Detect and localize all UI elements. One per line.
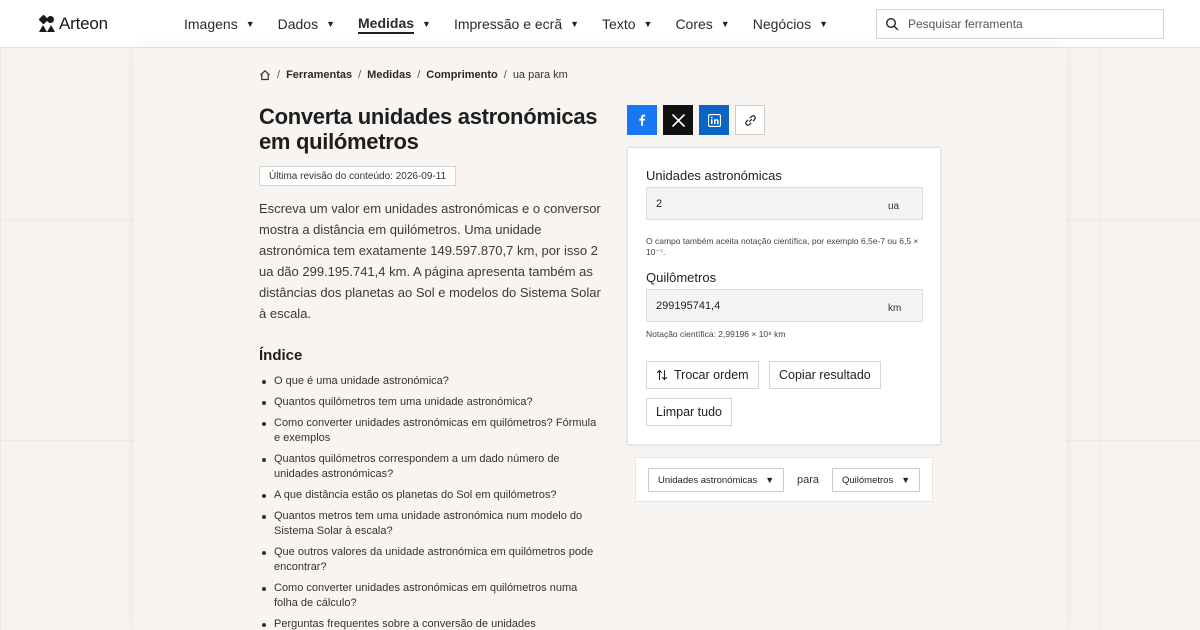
top-bar	[0, 0, 1200, 48]
breadcrumb-separator: /	[358, 69, 362, 81]
logo-icon	[39, 16, 55, 32]
caret-down-icon: ▼	[819, 19, 829, 29]
caret-down-icon: ▼	[326, 19, 336, 29]
caret-down-icon: ▼	[422, 19, 431, 29]
from-unit-value: Unidades astronómicas	[658, 474, 758, 486]
swap-button[interactable]	[646, 361, 759, 389]
toc-item[interactable]: Quantos quilómetros correspondem a um dado número de unidades astronómicas?	[274, 452, 604, 482]
copy-result-button[interactable]	[769, 361, 881, 389]
toc-item[interactable]: Quantos quilómetros tem uma unidade astronómica?	[274, 395, 604, 410]
clear-all-button[interactable]	[646, 398, 732, 426]
toc-item[interactable]: A que distância estão os planetas do Sol em quilómetros?	[274, 488, 604, 503]
main-nav	[184, 0, 851, 48]
unit-selector-bar	[635, 457, 933, 502]
toc-item[interactable]: Como converter unidades astronómicas em quilómetros? Fórmula e exemplos	[274, 416, 604, 446]
breadcrumb-current: ua para km	[512, 69, 568, 81]
breadcrumb-comprimento[interactable]: Comprimento	[426, 69, 498, 81]
share-linkedin-button[interactable]	[699, 105, 729, 135]
nav-item-negocios[interactable]	[753, 10, 828, 38]
share-x-button[interactable]	[663, 105, 693, 135]
caret-down-icon: ▼	[643, 19, 653, 29]
x-icon	[672, 114, 685, 127]
nav-item-impressao[interactable]	[454, 10, 579, 38]
toc-item[interactable]: Quantos metros tem uma unidade astronómica num modelo do Sistema Solar à escala?	[274, 509, 604, 539]
breadcrumb-medidas[interactable]: Medidas	[367, 69, 412, 81]
connector-text: para	[797, 474, 820, 486]
output-hint: Notação científica: 2,99196 × 10⁸ km	[646, 329, 786, 339]
toc-item[interactable]: Como converter unidades astronómicas em quilómetros numa folha de cálculo?	[274, 581, 604, 611]
linkedin-icon	[708, 114, 721, 127]
km-output-unit: km	[888, 303, 902, 314]
swap-label: Trocar ordem	[674, 368, 749, 382]
share-facebook-button[interactable]	[627, 105, 657, 135]
facebook-icon	[635, 113, 649, 127]
caret-down-icon: ▼	[765, 475, 775, 485]
home-icon[interactable]	[259, 69, 271, 81]
nav-item-medidas[interactable]	[358, 9, 431, 40]
input-hint: O campo também aceita notação científica, por exemplo 6,5e-7 ou 6,5 × 10⁻⁷.	[646, 236, 919, 257]
link-icon	[744, 114, 757, 127]
breadcrumb-ferramentas[interactable]: Ferramentas	[286, 69, 353, 81]
nav-label: Cores	[675, 16, 713, 32]
swap-icon	[656, 369, 668, 381]
nav-label: Dados	[277, 16, 319, 32]
toc-item[interactable]: Que outros valores da unidade astronómica em quilómetros pode encontrar?	[274, 545, 604, 575]
au-input-value: 2	[656, 198, 663, 210]
to-unit-select[interactable]	[832, 468, 920, 492]
breadcrumb-separator: /	[503, 69, 507, 81]
converter-card	[627, 147, 941, 445]
au-input[interactable]	[646, 187, 923, 220]
breadcrumb-separator: /	[417, 69, 421, 81]
nav-item-texto[interactable]	[602, 10, 652, 38]
nav-item-cores[interactable]	[675, 10, 729, 38]
toc-title: Índice	[259, 347, 303, 364]
breadcrumb	[259, 69, 568, 81]
nav-item-imagens[interactable]	[184, 10, 255, 38]
copy-link-button[interactable]	[735, 105, 765, 135]
intro-text: Escreva um valor em unidades astronómicas e o conversor mostra a distância em quilómetros. Uma unidade astronómica tem exatamente 149.597.870,7 km, por isso 2 ua dão 299.195.741,4 km. A página apresenta também as distâncias dos planetas ao Sol e modelos do Sistema Solar à escala.	[259, 201, 601, 321]
caret-down-icon: ▼	[245, 19, 255, 29]
nav-label: Medidas	[358, 15, 414, 34]
search-input[interactable]	[908, 17, 1148, 31]
toc-item[interactable]: Perguntas frequentes sobre a conversão de unidades	[274, 617, 604, 630]
to-unit-value: Quilómetros	[842, 474, 894, 486]
caret-down-icon: ▼	[720, 19, 730, 29]
nav-item-dados[interactable]	[278, 10, 335, 38]
nav-label: Impressão e ecrã	[453, 16, 563, 32]
revision-badge: Última revisão do conteúdo: 2026-09-11	[259, 166, 456, 186]
toc-item[interactable]: O que é uma unidade astronómica?	[274, 374, 604, 389]
nav-label: Texto	[602, 16, 636, 32]
from-unit-select[interactable]	[648, 468, 784, 492]
breadcrumb-separator: /	[277, 69, 281, 81]
output-label: Quilômetros	[646, 270, 717, 285]
table-of-contents	[274, 374, 604, 630]
share-buttons	[627, 105, 765, 135]
km-output[interactable]	[646, 289, 923, 322]
km-output-value: 299195741,4	[656, 300, 721, 312]
caret-down-icon: ▼	[901, 475, 911, 485]
logo-text: Arteon	[59, 14, 108, 33]
caret-down-icon: ▼	[570, 19, 580, 29]
logo[interactable]	[39, 14, 108, 34]
au-input-unit: ua	[888, 201, 900, 212]
clear-all-label: Limpar tudo	[656, 405, 723, 419]
nav-label: Imagens	[184, 16, 238, 32]
nav-label: Negócios	[752, 16, 812, 32]
search-box	[876, 9, 1164, 39]
copy-result-label: Copiar resultado	[779, 368, 871, 382]
search-icon	[885, 17, 899, 31]
page-title: Converta unidades astronómicas em quilómetros	[259, 104, 598, 154]
input-label: Unidades astronómicas	[646, 168, 782, 183]
